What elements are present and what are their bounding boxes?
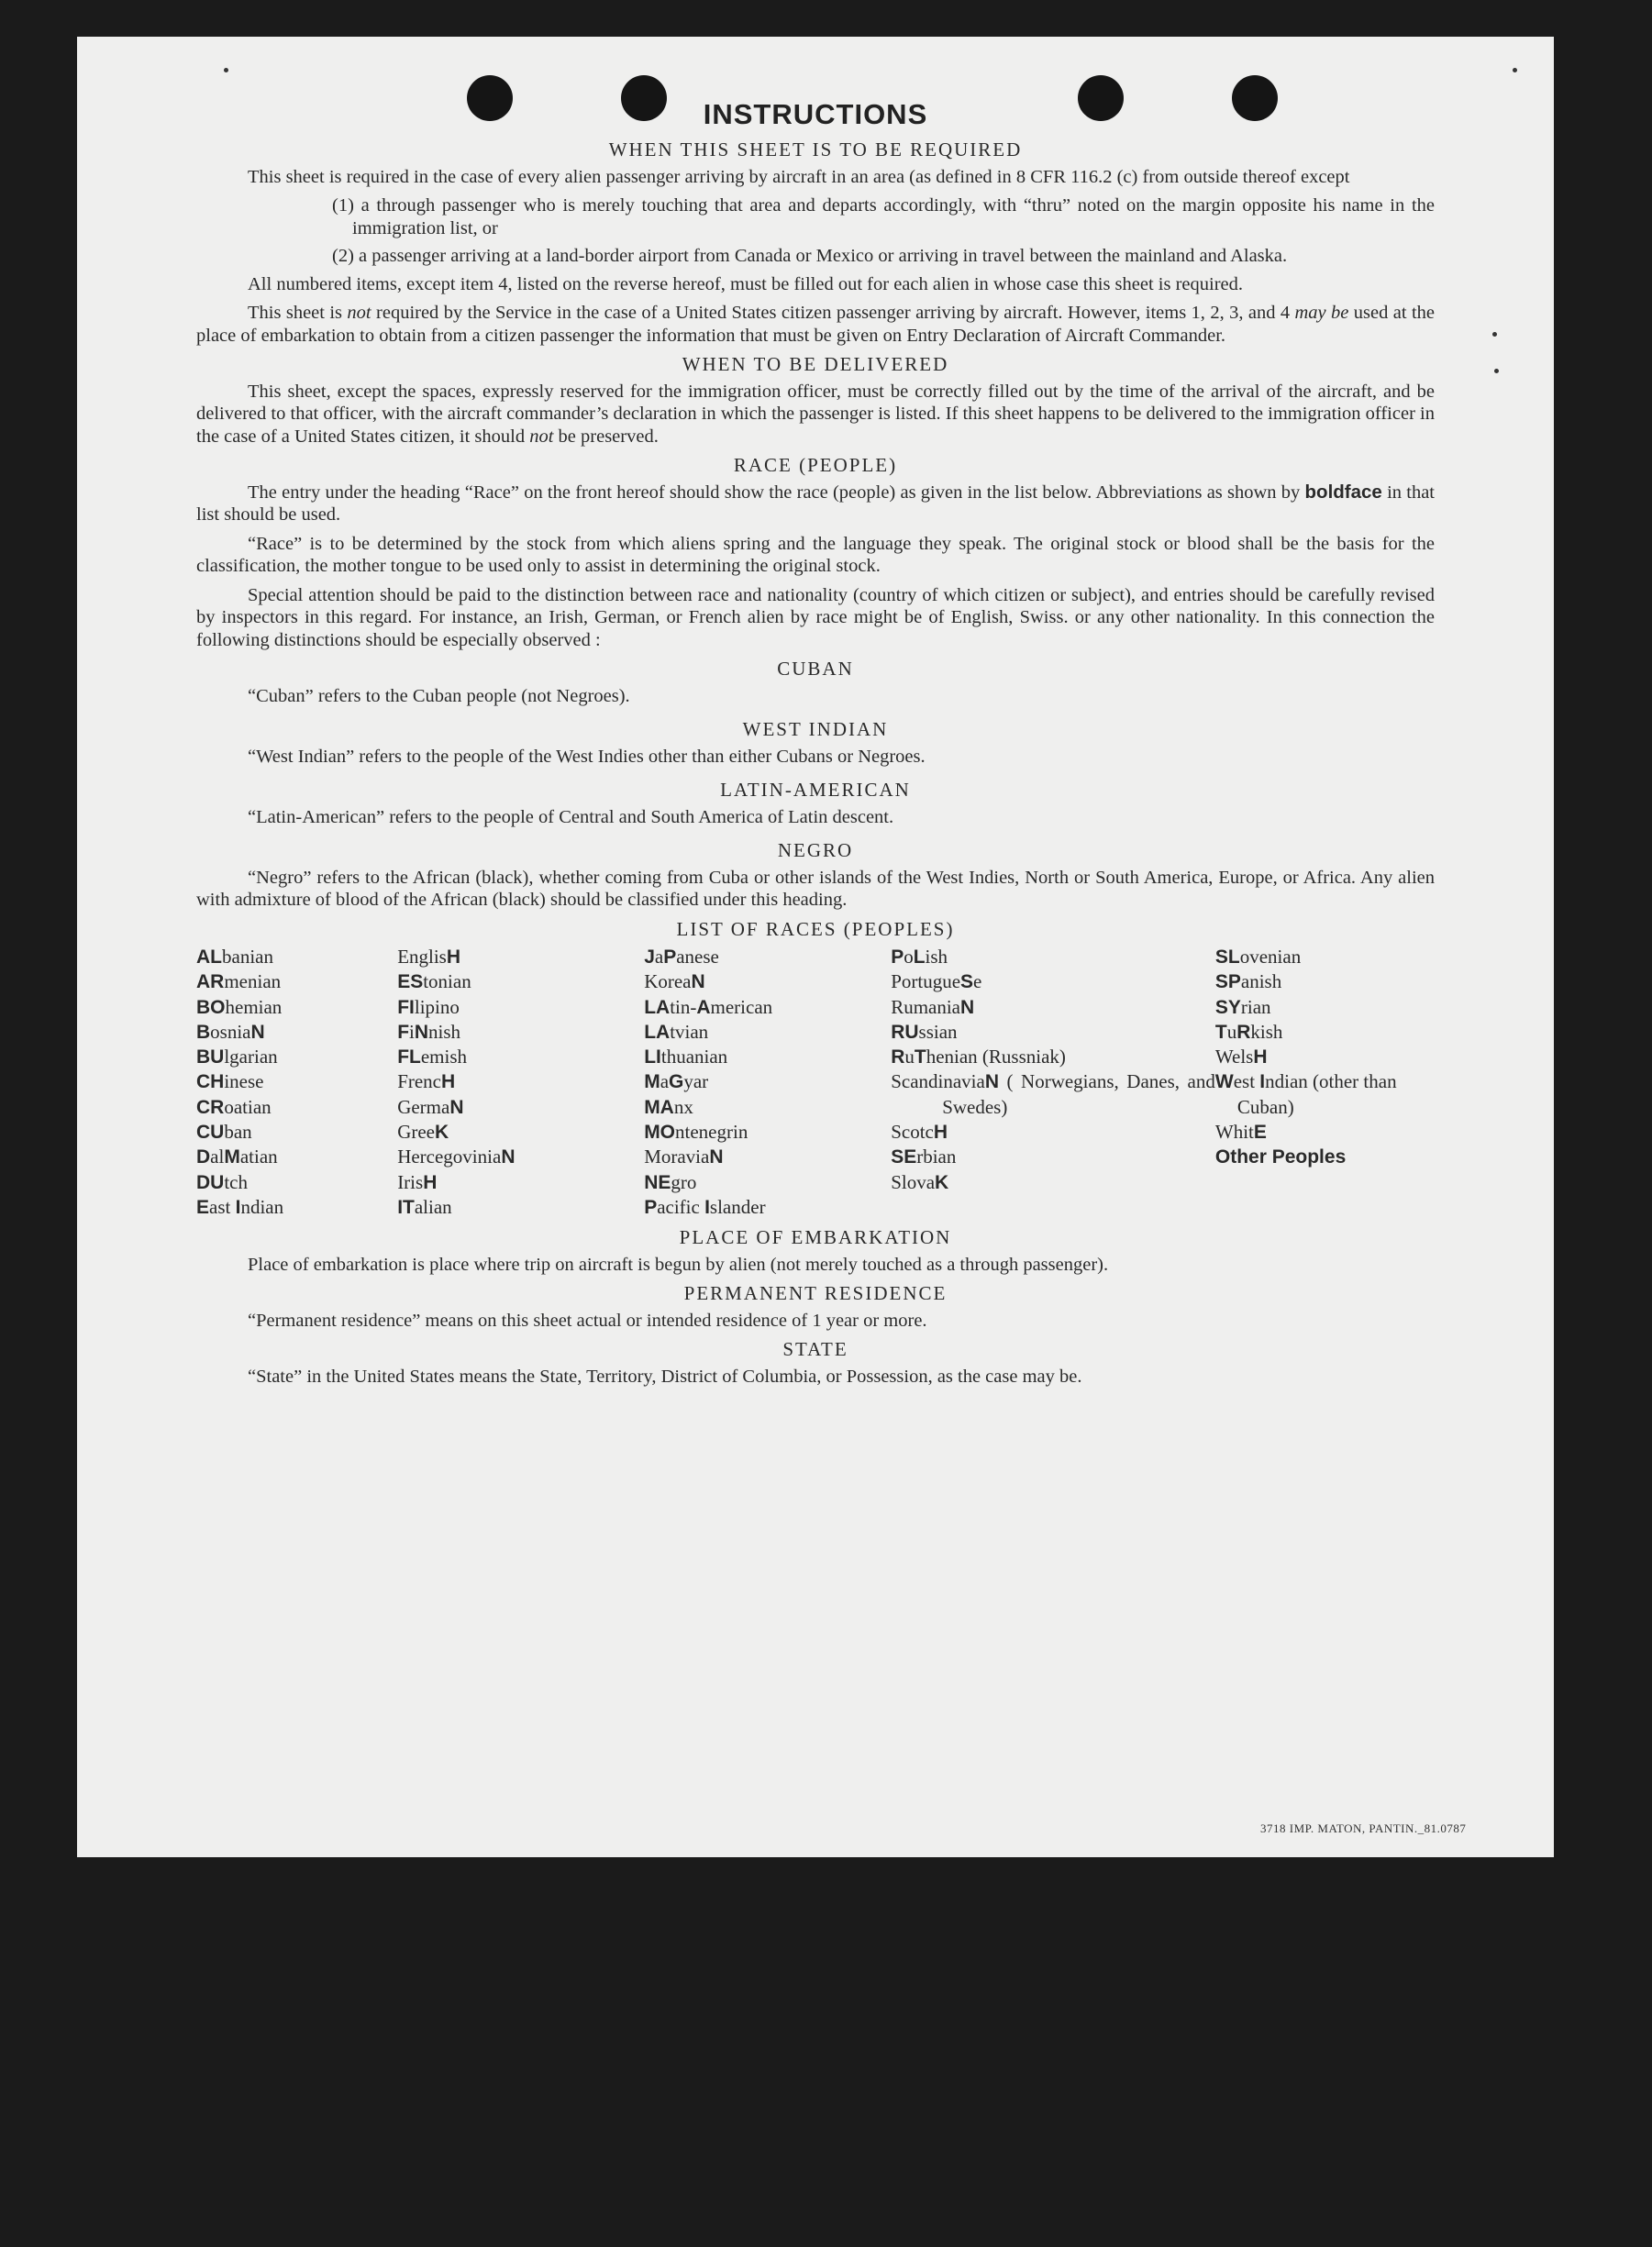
race-entry: SErbian (891, 1146, 957, 1168)
race-entry: FiNnish (397, 1020, 461, 1043)
race-entry: ITalian (397, 1195, 452, 1218)
race-list (196, 945, 1435, 1220)
race-entry: GermaN (397, 1095, 464, 1118)
text-run: be preserved. (553, 426, 659, 447)
race-entry: EnglisH (397, 946, 461, 968)
speck (224, 68, 228, 72)
section-heading: NEGRO (777, 839, 854, 861)
paragraph: This sheet is required in the case of every alien passenger arriving by aircraft in an area (as defined in 8 CFR 116.2 (c) from outside thereof except (248, 166, 1350, 187)
race-entry: RUssian (891, 1020, 958, 1043)
text-run: The entry under the heading “Race” on the front hereof should show the race (people) as given in the list below. Abbreviations as shown by (248, 482, 1305, 503)
paragraph (196, 302, 1435, 347)
race-entry: PoLish (891, 946, 948, 968)
text-run: boldface (1304, 481, 1382, 503)
race-entry: EStonian (397, 970, 471, 993)
section-heading: WHEN TO BE DELIVERED (682, 353, 949, 375)
race-entry: IrisH (397, 1170, 438, 1193)
race-entry: MOntenegrin (644, 1121, 748, 1144)
race-entry: MoraviaN (644, 1146, 724, 1168)
race-entry: Pacific Islander (644, 1195, 766, 1218)
text-run: This sheet, except the spaces, expressly reserved for the immigration officer, must be correctly filled out by the time of the arrival of the aircraft, and be delivered to that officer, with the aircraft commander’s declaration in which the passenger is listed. If this sheet happens to be delivered to the immigration officer in the case of a United States citizen, it should (196, 381, 1435, 447)
text-run: in that list should be used. (196, 482, 1435, 525)
section-heading: WEST INDIAN (742, 718, 889, 740)
race-entry: TuRkish (1214, 1020, 1283, 1043)
section-heading: STATE (782, 1338, 848, 1361)
section-heading: PLACE OF EMBARKATION (679, 1226, 952, 1249)
race-entry: JaPanese (644, 946, 719, 968)
exception-item: (2) a passenger arriving at a land-border airport from Canada or Mexico or arriving in travel between the mainland and Alaska. (332, 246, 1288, 266)
section-heading: LIST OF RACES (PEOPLES) (676, 917, 955, 940)
instructions-content (196, 97, 1435, 1394)
race-entry: ScotcH (891, 1121, 948, 1144)
race-entry: East Indian (196, 1195, 284, 1218)
race-column (1215, 945, 1435, 1220)
paragraph: “Permanent residence” means on this sheet actual or intended residence of 1 year or more. (248, 1310, 927, 1331)
race-entry: FLemish (397, 1046, 468, 1068)
race-entry: PortugueSe (891, 970, 982, 993)
paragraph: “Negro” refers to the African (black), whether coming from Cuba or other islands of the West Indies, North or South America, Europe, or Africa. Any alien with admixture of blood of the African (black) should be classified under this heading. (196, 867, 1435, 910)
race-entry: RuThenian (Russniak) (891, 1046, 1066, 1068)
race-entry: MAnx (644, 1095, 693, 1118)
race-entry: RumaniaN (891, 995, 975, 1018)
race-entry: WelsH (1214, 1046, 1268, 1068)
race-entry: SYrian (1214, 995, 1271, 1018)
speck (1513, 68, 1517, 72)
section-heading: WHEN THIS SHEET IS TO BE REQUIRED (608, 138, 1023, 160)
paragraph: Special attention should be paid to the distinction between race and nationality (country of which citizen or subject), and entries should be carefully revised by inspectors in this regard. For instance, an Irish, German, or French alien by race might be of English, Swiss. or any other nationality. In this connection the following distinctions should be especially observed : (196, 584, 1435, 650)
speck (1494, 369, 1499, 373)
race-column (891, 945, 1215, 1220)
paragraph: “Race” is to be determined by the stock from which aliens spring and the language they speak. The original stock or blood shall be the basis for the classification, the mother tongue to be used only to assist in determining the original stock. (196, 533, 1435, 576)
section-heading: PERMANENT RESIDENCE (683, 1282, 948, 1305)
race-entry: DUtch (196, 1170, 248, 1193)
race-entry: HercegoviniaN (397, 1146, 516, 1168)
race-entry: CHinese (196, 1070, 264, 1093)
race-entry: BOhemian (196, 995, 283, 1018)
race-entry: GreeK (397, 1121, 449, 1144)
race-entry: LAtin-American (644, 995, 773, 1018)
race-entry: ARmenian (196, 970, 282, 993)
race-entry: DalMatian (196, 1146, 278, 1168)
text-run: may be (1294, 303, 1349, 323)
page-title: INSTRUCTIONS (703, 98, 928, 130)
race-entry: CRoatian (196, 1095, 272, 1118)
section-heading: RACE (PEOPLE) (733, 454, 898, 476)
race-entry: ScandinaviaN ( Norwegians, Danes, and Swedes) (891, 1070, 1215, 1118)
race-entry: BosniaN (196, 1020, 265, 1043)
race-entry: LAtvian (644, 1020, 709, 1043)
paragraph: “Latin-American” refers to the people of Central and South America of Latin descent. (248, 806, 894, 827)
race-entry: FrencH (397, 1070, 456, 1093)
text-run: This sheet is (248, 303, 348, 323)
paragraph: “State” in the United States means the State, Territory, District of Columbia, or Possession, as the case may be. (248, 1366, 1082, 1387)
paragraph (196, 381, 1435, 448)
print-code: 3718 IMP. MATON, PANTIN._81.0787 (1260, 1821, 1467, 1835)
race-column (644, 945, 891, 1220)
race-column (196, 945, 397, 1220)
race-entry: BUlgarian (196, 1046, 278, 1068)
paragraph: “West Indian” refers to the people of the West Indies other than either Cubans or Negroes. (248, 746, 926, 767)
text-run: not (529, 426, 554, 447)
race-entry: SLovenian (1214, 946, 1302, 968)
race-entry: LIthuanian (644, 1046, 728, 1068)
race-entry: Other Peoples (1214, 1146, 1347, 1168)
exception-item: (1) a through passenger who is merely touching that area and departs accordingly, with “thru” noted on the margin opposite his name in the immigration list, or (332, 195, 1435, 238)
race-entry: West Indian (other than Cuban) (1214, 1070, 1397, 1118)
text-run: required by the Service in the case of a United States citizen passenger arriving by aircraft. However, items 1, 2, 3, and 4 (371, 303, 1295, 323)
race-entry: SPanish (1214, 970, 1282, 993)
section-heading: LATIN-AMERICAN (720, 779, 911, 801)
race-entry: ALbanian (196, 946, 273, 968)
race-entry: CUban (196, 1121, 252, 1144)
race-entry: WhitE (1214, 1121, 1267, 1144)
document-page (77, 37, 1554, 1857)
race-entry: KoreaN (644, 970, 705, 993)
text-run: used at the place of embarkation to obtain from a citizen passenger the information that must be given on Entry Declaration of Aircraft Commander. (196, 303, 1435, 346)
paragraph (196, 482, 1435, 526)
race-entry: MaGyar (644, 1070, 709, 1093)
paragraph: All numbered items, except item 4, listed on the reverse hereof, must be filled out for each alien in whose case this sheet is required. (248, 273, 1244, 294)
section-heading: CUBAN (777, 658, 854, 680)
race-entry: SlovaK (891, 1170, 949, 1193)
paragraph: “Cuban” refers to the Cuban people (not Negroes). (248, 685, 630, 706)
speck (1492, 332, 1497, 337)
text-run: not (347, 303, 371, 323)
race-entry: FIlipino (397, 995, 460, 1018)
paragraph: Place of embarkation is place where trip on aircraft is begun by alien (not merely touched as a through passenger). (248, 1254, 1109, 1275)
race-column (397, 945, 644, 1220)
race-entry: NEgro (644, 1170, 697, 1193)
